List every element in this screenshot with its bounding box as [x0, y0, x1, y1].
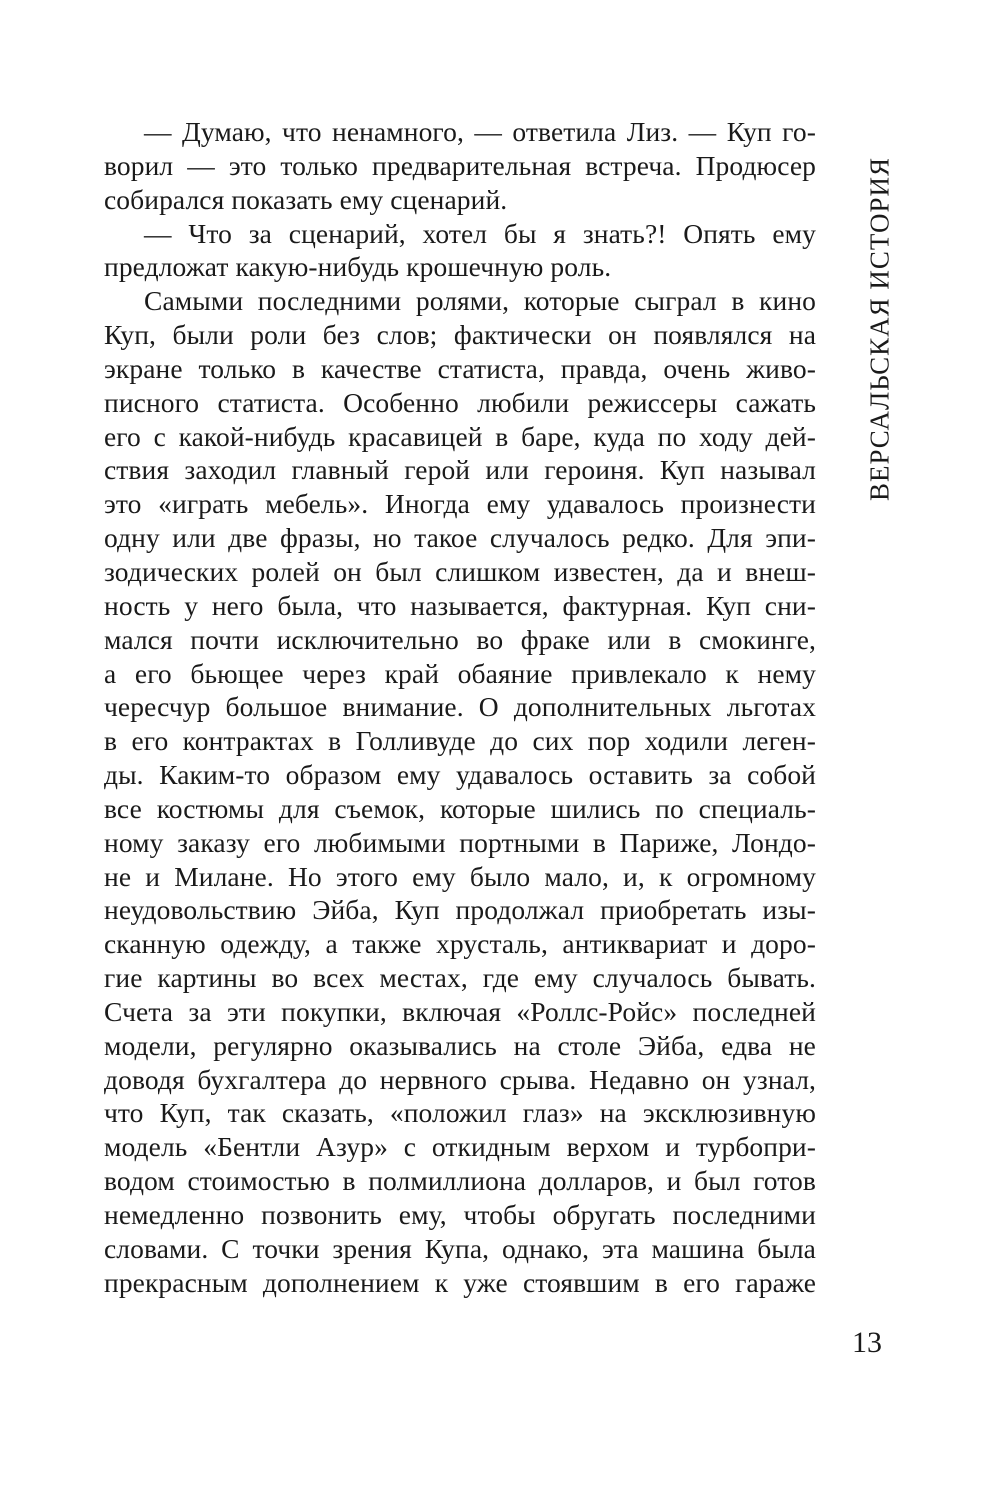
- running-head: [860, 124, 900, 534]
- text-line: неудовольствию Эйба, Куп продолжал приобретать изы-: [104, 894, 816, 926]
- text-line: модель «Бентли Азур» с откидным верхом и турбопри-: [104, 1131, 816, 1163]
- text-line: его с какой-нибудь красавицей в баре, куда по ходу дей-: [104, 420, 816, 452]
- text-line: а его бьющее через край обаяние привлекало к нему: [104, 657, 816, 689]
- text-line: — Думаю, что ненамного, — ответила Лиз. — Куп го-: [144, 116, 816, 147]
- text-line: ствия заходил главный герой или героиня. Куп называл: [104, 454, 816, 486]
- text-line: ному заказу его любимыми портными в Париже, Лондо-: [104, 826, 816, 858]
- running-head-title: ВЕРСАЛЬСКАЯ ИСТОРИЯ: [864, 156, 895, 502]
- text-line: прекрасным дополнением к уже стоявшим в его гараже: [104, 1266, 816, 1298]
- text-line: Самыми последними ролями, которые сыграл в кино: [144, 285, 816, 317]
- text-line: модели, регулярно оказывались на столе Эйба, едва не: [104, 1029, 816, 1061]
- text-line: Счета за эти покупки, включая «Роллс-Ройс» последней: [104, 995, 816, 1027]
- text-line: водом стоимостью в полмиллиона долларов, и был готов: [104, 1165, 816, 1197]
- body-text: [104, 115, 816, 1300]
- text-line: немедленно позвонить ему, чтобы обругать последними: [104, 1199, 816, 1230]
- text-line: чересчур большое внимание. О дополнительных льготах: [104, 691, 816, 723]
- text-line: в его контрактах в Голливуде до сих пор ходили леген-: [104, 725, 816, 757]
- text-line: предложат какую-нибудь крошечную роль.: [104, 251, 612, 283]
- text-line: доводя бухгалтера до нервного срыва. Недавно он узнал,: [104, 1063, 816, 1095]
- text-line: ность у него была, что называется, фактурная. Куп сни-: [104, 589, 816, 621]
- text-line: не и Милане. Но этого ему было мало, и, к огромному: [104, 860, 816, 892]
- text-line: что Куп, так сказать, «положил глаз» на эксклюзивную: [104, 1097, 816, 1129]
- text-line: ды. Каким-то образом ему удавалось оставить за собой: [104, 759, 816, 791]
- text-line: собирался показать ему сценарий.: [104, 183, 508, 215]
- text-line: — Что за сценарий, хотел бы я знать?! Опять ему: [144, 217, 816, 249]
- text-line: сканную одежду, а также хрусталь, антиквариат и доро-: [104, 928, 816, 960]
- page-number: 13: [852, 1326, 882, 1359]
- text-line: экране только в качестве статиста, правда, очень живо-: [104, 352, 816, 384]
- text-line: одну или две фразы, но такое случалось редко. Для эпи-: [104, 522, 816, 554]
- text-line: зодических ролей он был слишком известен, да и внеш-: [104, 555, 816, 587]
- text-line: писного статиста. Особенно любили режиссеры сажать: [104, 386, 816, 418]
- text-line: Куп, были роли без слов; фактически он появлялся на: [104, 319, 816, 351]
- text-line: все костюмы для съемок, которые шились по специаль-: [104, 792, 816, 824]
- text-line: ворил — это только предварительная встреча. Продюсер: [104, 149, 816, 181]
- text-line: гие картины во всех местах, где ему случалось бывать.: [104, 962, 816, 994]
- text-line: мался почти исключительно во фраке или в смокинге,: [104, 623, 816, 655]
- text-line: это «играть мебель». Иногда ему удавалось произнести: [104, 488, 816, 520]
- text-line: словами. С точки зрения Купа, однако, эта машина была: [104, 1232, 816, 1264]
